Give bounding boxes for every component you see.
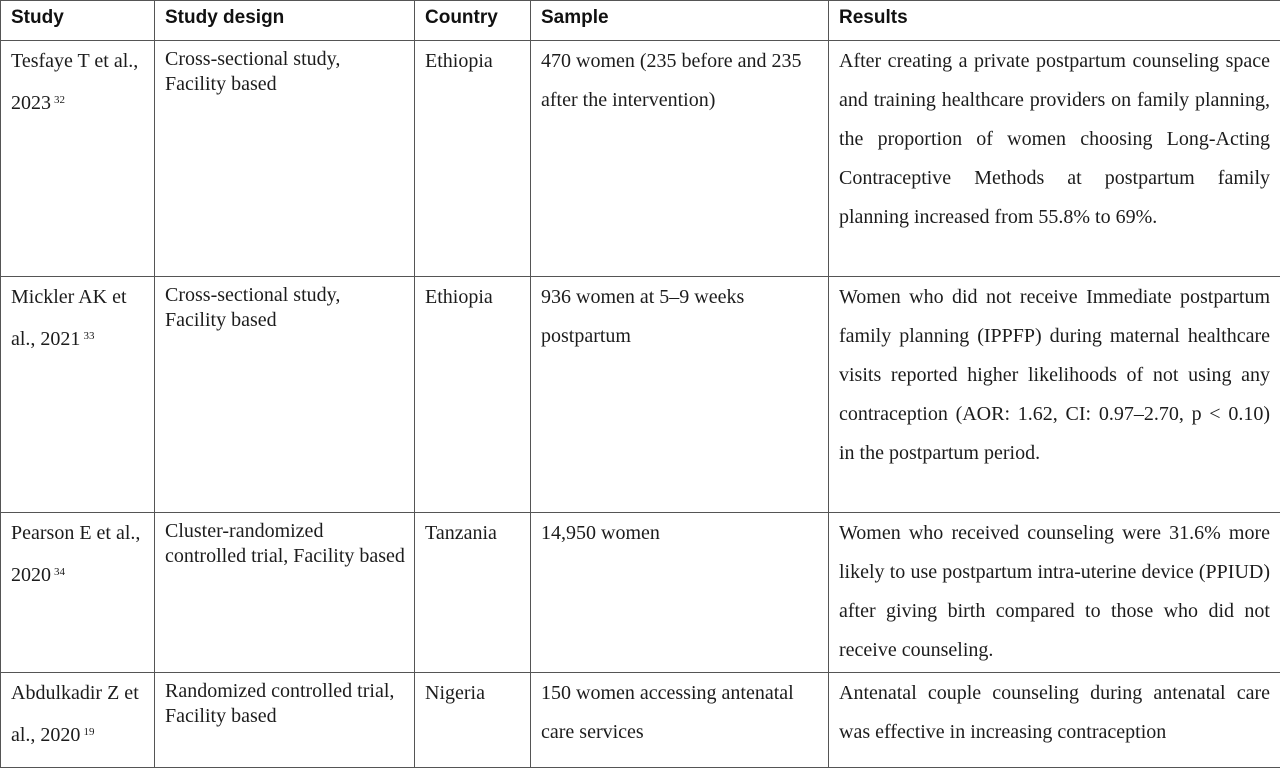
study-citation: Pearson E et al., 2020 xyxy=(11,522,140,586)
reference-number: 33 xyxy=(83,330,94,342)
table-row xyxy=(1,277,1280,513)
study-cell xyxy=(1,673,155,768)
study-design-cell: Cross-sectional study, Facility based xyxy=(155,41,415,277)
sample-cell: 14,950 women xyxy=(531,513,829,673)
country-cell: Ethiopia xyxy=(415,277,531,513)
table-row xyxy=(1,513,1280,673)
sample-cell: 150 women accessing antenatal care services xyxy=(531,673,829,768)
table-row xyxy=(1,673,1280,768)
study-design-cell: Cross-sectional study, Facility based xyxy=(155,277,415,513)
study-citation: Mickler AK et al., 2021 xyxy=(11,286,127,350)
sample-cell: 936 women at 5–9 weeks postpartum xyxy=(531,277,829,513)
study-design-cell: Randomized controlled trial, Facility based xyxy=(155,673,415,768)
study-design-cell: Cluster-randomized controlled trial, Facility based xyxy=(155,513,415,673)
header-sample: Sample xyxy=(531,1,829,41)
results-cell: Women who received counseling were 31.6% more likely to use postpartum intra-uterine device (PPIUD) after giving birth compared to those who did not receive counseling. xyxy=(829,513,1280,673)
header-study: Study xyxy=(1,1,155,41)
table-row xyxy=(1,41,1280,277)
study-cell xyxy=(1,513,155,673)
header-study-design: Study design xyxy=(155,1,415,41)
header-country: Country xyxy=(415,1,531,41)
study-citation: Tesfaye T et al., 2023 xyxy=(11,50,138,114)
results-cell: Antenatal couple counseling during antenatal care was effective in increasing contraception xyxy=(829,673,1280,768)
country-cell: Tanzania xyxy=(415,513,531,673)
study-cell xyxy=(1,41,155,277)
study-citation: Abdulkadir Z et al., 2020 xyxy=(11,682,139,746)
country-cell: Nigeria xyxy=(415,673,531,768)
table-header-row xyxy=(1,1,1280,41)
reference-number: 34 xyxy=(54,566,65,578)
study-cell xyxy=(1,277,155,513)
reference-number: 19 xyxy=(83,726,94,738)
results-cell: After creating a private postpartum counseling space and training healthcare providers on family planning, the proportion of women choosing Long-Acting Contraceptive Methods at postpartum family planning increased from 55.8% to 69%. xyxy=(829,41,1280,277)
results-cell: Women who did not receive Immediate postpartum family planning (IPPFP) during maternal healthcare visits reported higher likelihoods of not using any contraception (AOR: 1.62, CI: 0.97–2.70, p < 0.10) in the postpartum period. xyxy=(829,277,1280,513)
header-results: Results xyxy=(829,1,1280,41)
sample-cell: 470 women (235 before and 235 after the intervention) xyxy=(531,41,829,277)
country-cell: Ethiopia xyxy=(415,41,531,277)
reference-number: 32 xyxy=(54,94,65,106)
